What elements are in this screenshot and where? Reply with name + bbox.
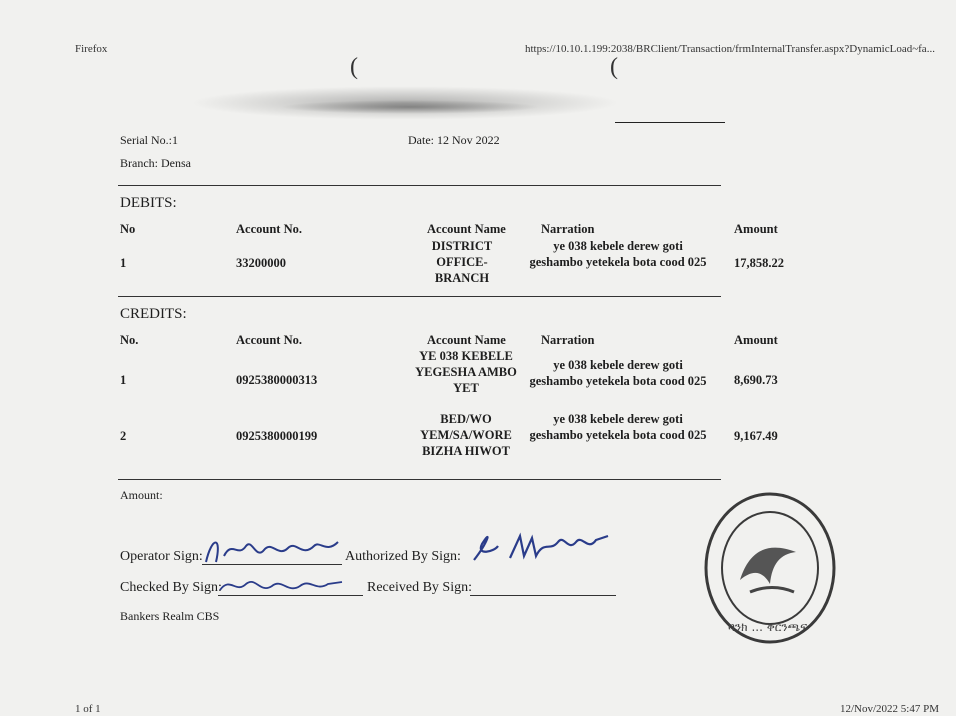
credit-row-1-no: 1 [120,373,127,387]
debits-col-narration: Narration [541,222,595,236]
debits-title: DEBITS: [120,195,177,211]
divider [118,296,721,297]
debit-row-narration: ye 038 kebele derew goti geshambo yetekela bota cood 025 [529,239,707,269]
system-name: Bankers Realm CBS [120,609,220,623]
credit-row-2-amount: 9,167.49 [734,429,778,443]
credit-row-2-no: 2 [120,429,127,443]
debit-row-no: 1 [120,256,127,270]
checked-by-label: Checked By Sign: [120,580,222,595]
received-by-label: Received By Sign: [367,580,472,595]
scan-smudge [280,100,540,114]
print-datetime: 12/Nov/2022 5:47 PM [840,703,940,715]
scan-line [615,122,725,123]
browser-name: Firefox [75,43,108,55]
credits-col-narration: Narration [541,333,595,347]
operator-signature [202,532,342,575]
authorized-signature [464,522,614,571]
credit-row-1-amount: 8,690.73 [734,373,778,387]
credit-row-2-account-name: BED/WO YEM/SA/WORE BIZHA HIWOT [420,412,512,458]
operator-sign-label: Operator Sign: [120,549,203,564]
stamp-text: ባንክ ... ቅርንጫፍ [728,620,809,634]
debit-row-account-name: DISTRICT OFFICE-BRANCH [431,239,493,285]
document-date: Date: 12 Nov 2022 [408,133,500,147]
page-count: 1 of 1 [75,703,101,715]
branch-name: Branch: Densa [120,156,191,170]
checked-signature [216,574,346,603]
scan-mark: ( [610,54,618,80]
credits-col-account-no: Account No. [236,333,302,347]
debits-col-amount: Amount [734,222,778,236]
received-by-line [470,595,616,596]
debits-col-account-name: Account Name [427,222,506,236]
browser-url: https://10.10.1.199:2038/BRClient/Transaction/frmInternalTransfer.aspx?DynamicLoad~fa... [525,43,935,55]
debit-row-account-no: 33200000 [236,256,286,270]
debits-col-no: No [120,222,136,236]
debit-row-amount: 17,858.22 [734,256,784,270]
credit-row-2-account-no: 0925380000199 [236,429,318,443]
credits-col-amount: Amount [734,333,778,347]
scan-mark: ( [350,54,358,80]
divider [118,185,721,186]
serial-number: Serial No.:1 [120,133,178,147]
divider [118,479,721,480]
authorized-by-label: Authorized By Sign: [345,549,461,564]
amount-label: Amount: [120,488,163,502]
credits-col-account-name: Account Name [427,333,506,347]
debits-col-account-no: Account No. [236,222,302,236]
credits-title: CREDITS: [120,306,187,322]
credit-row-1-narration: ye 038 kebele derew goti geshambo yetekela bota cood 025 [529,358,707,388]
credit-row-2-narration: ye 038 kebele derew goti geshambo yetekela bota cood 025 [529,412,707,442]
credit-row-1-account-name: YE 038 KEBELE YEGESHA AMBO YET [415,349,517,395]
credit-row-1-account-no: 0925380000313 [236,373,318,387]
credits-col-no: No. [120,333,139,347]
